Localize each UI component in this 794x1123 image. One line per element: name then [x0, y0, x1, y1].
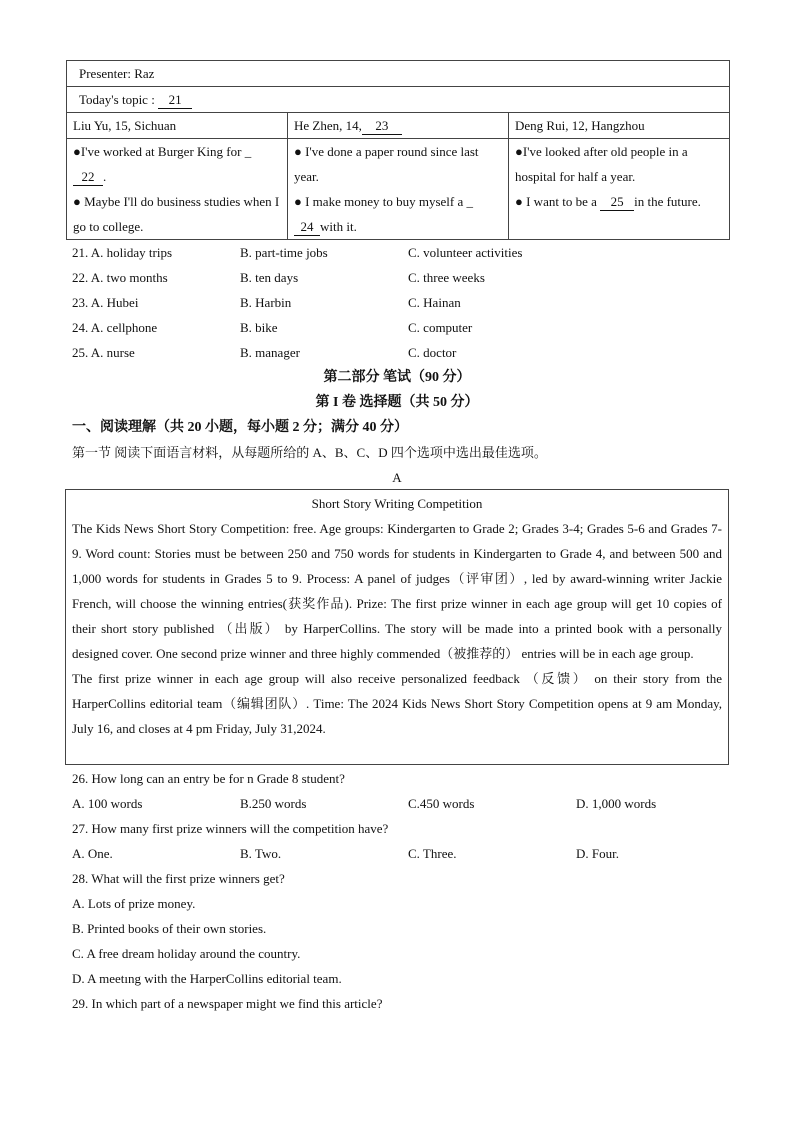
option-23a: 23. A. Hubei: [72, 295, 139, 310]
q26-option-a: A. 100 words: [72, 796, 143, 811]
option-22c: C. three weeks: [408, 270, 485, 285]
q26-option-b: B.250 words: [240, 796, 307, 811]
q26-option-d: D. 1,000 words: [576, 796, 657, 811]
question-26: 26. How long can an entry be for n Grade 8 student?: [72, 771, 345, 786]
col2-line-a: ● I've done a paper round since last year.: [294, 144, 479, 184]
col3-line-a: ●I've looked after old people in a hospital for half a year.: [515, 144, 688, 184]
presenter-text: Presenter: Raz: [79, 66, 155, 81]
passage-paragraph-1: The Kids News Short Story Competition: free. Age groups: Kindergarten to Grade 2; Grades 3-4; Grades 5-6 and Grades 7-9. Word count: Stories must be between 250 and 750 words for students in Kindergarten to Grade 4, and between 500 and 1,000 words for students in Grades 5 to 9. Process: A panel of judges（评审团）, led by award-winning writer Jackie French, will choose the winning entries(获奖作品). Prize: The first prize winner in each age group will get 10 copies of their short story published （出版） by HarperCollins. The story will be made into a printed book with a personally designed cover. One second prize winner and three highly commended（被推荐的） entries will be in each age group.: [72, 521, 722, 661]
q27-option-a: A. One.: [72, 846, 113, 861]
col2-header-text: He Zhen, 14,: [294, 118, 362, 133]
volume1-heading: 第 I 卷 选择题（共 50 分）: [315, 395, 479, 410]
option-22a: 22. A. two months: [72, 270, 168, 285]
presenter-cell: [67, 61, 730, 87]
option-25b: B. manager: [240, 345, 300, 360]
passage-letter: A: [392, 470, 402, 485]
q28-option-d: D. A meetıng with the HarperCollins editorial team.: [72, 971, 342, 986]
question-28: 28. What will the first prize winners get?: [72, 871, 285, 886]
col1-header-text: Liu Yu, 15, Sichuan: [73, 118, 177, 133]
option-23c: C. Hainan: [408, 295, 461, 310]
passage-title: Short Story Writing Competition: [311, 496, 483, 511]
reading-heading: 一、阅读理解（共 20 小题，每小题 2 分；满分 40 分）: [72, 420, 408, 435]
passage-paragraph-2: The first prize winner in each age group will also receive personalized feedback （反馈） on their story from the HarperCollins editorial team（编辑团队）. Time: The 2024 Kids News Short Story Competition opens at 9 am Monday, July 16, and closes at 4 pm Friday, July 31,2024.: [72, 671, 722, 736]
passage-box: [65, 489, 729, 765]
q28-option-a: A. Lots of prize money.: [72, 896, 196, 911]
listening-table: [66, 60, 730, 240]
col3-line-b-tail: in the future.: [634, 194, 701, 209]
part2-heading: 第二部分 笔试（90 分）: [323, 370, 471, 385]
blank-22: 22: [73, 169, 103, 186]
topic-cell: [67, 87, 730, 113]
col3-header-text: Deng Rui, 12, Hangzhou: [515, 118, 645, 133]
topic-label: Today's topic :: [79, 92, 155, 107]
q27-option-b: B. Two.: [240, 846, 282, 861]
q28-option-c: C. A free dream holiday around the country.: [72, 946, 301, 961]
option-21c: C. volunteer activities: [408, 245, 523, 260]
col1-body: ●I've worked at Burger King for _ 22 . ● Maybe I'll do business studies when I go to college.: [67, 139, 288, 240]
option-25a: 25. A. nurse: [72, 345, 135, 360]
blank-21: 21: [158, 92, 192, 109]
col1-line-b: ● Maybe I'll do business studies when I go to college.: [73, 194, 280, 234]
option-24c: C. computer: [408, 320, 473, 335]
col1-line-a: ●I've worked at Burger King for: [73, 144, 242, 159]
question-27: 27. How many first prize winners will the competition have?: [72, 821, 389, 836]
option-23b: B. Harbin: [240, 295, 292, 310]
blank-23: 23: [362, 118, 402, 135]
col2-header: [288, 113, 509, 139]
q26-option-c: C.450 words: [408, 796, 475, 811]
q27-option-d: D. Four.: [576, 846, 619, 861]
option-24a: 24. A. cellphone: [72, 320, 158, 335]
col3-line-b: ● I want to be a: [515, 194, 597, 209]
option-25c: C. doctor: [408, 345, 457, 360]
col2-line-b: ● I make money to buy myself a: [294, 194, 464, 209]
option-22b: B. ten days: [240, 270, 299, 285]
q28-option-b: B. Printed books of their own stories.: [72, 921, 267, 936]
option-21b: B. part-time jobs: [240, 245, 328, 260]
question-29: 29. In which part of a newspaper might we find this article?: [72, 996, 383, 1011]
blank-24: 24: [294, 219, 320, 236]
option-21a: 21. A. holiday trips: [72, 245, 173, 260]
instruction-text: 第一节 阅读下面语言材料，从每题所给的 A、B、C、D 四个选项中选出最佳选项。: [72, 445, 547, 460]
col1-header: [67, 113, 288, 139]
col3-body: [509, 139, 730, 240]
q27-option-c: C. Three.: [408, 846, 457, 861]
col3-header: [509, 113, 730, 139]
col2-body: ● I've done a paper round since last year. ● I make money to buy myself a _ 24 with it.: [288, 139, 509, 240]
col2-line-b-tail: with it.: [320, 219, 357, 234]
option-24b: B. bike: [240, 320, 278, 335]
blank-25: 25: [600, 194, 634, 211]
